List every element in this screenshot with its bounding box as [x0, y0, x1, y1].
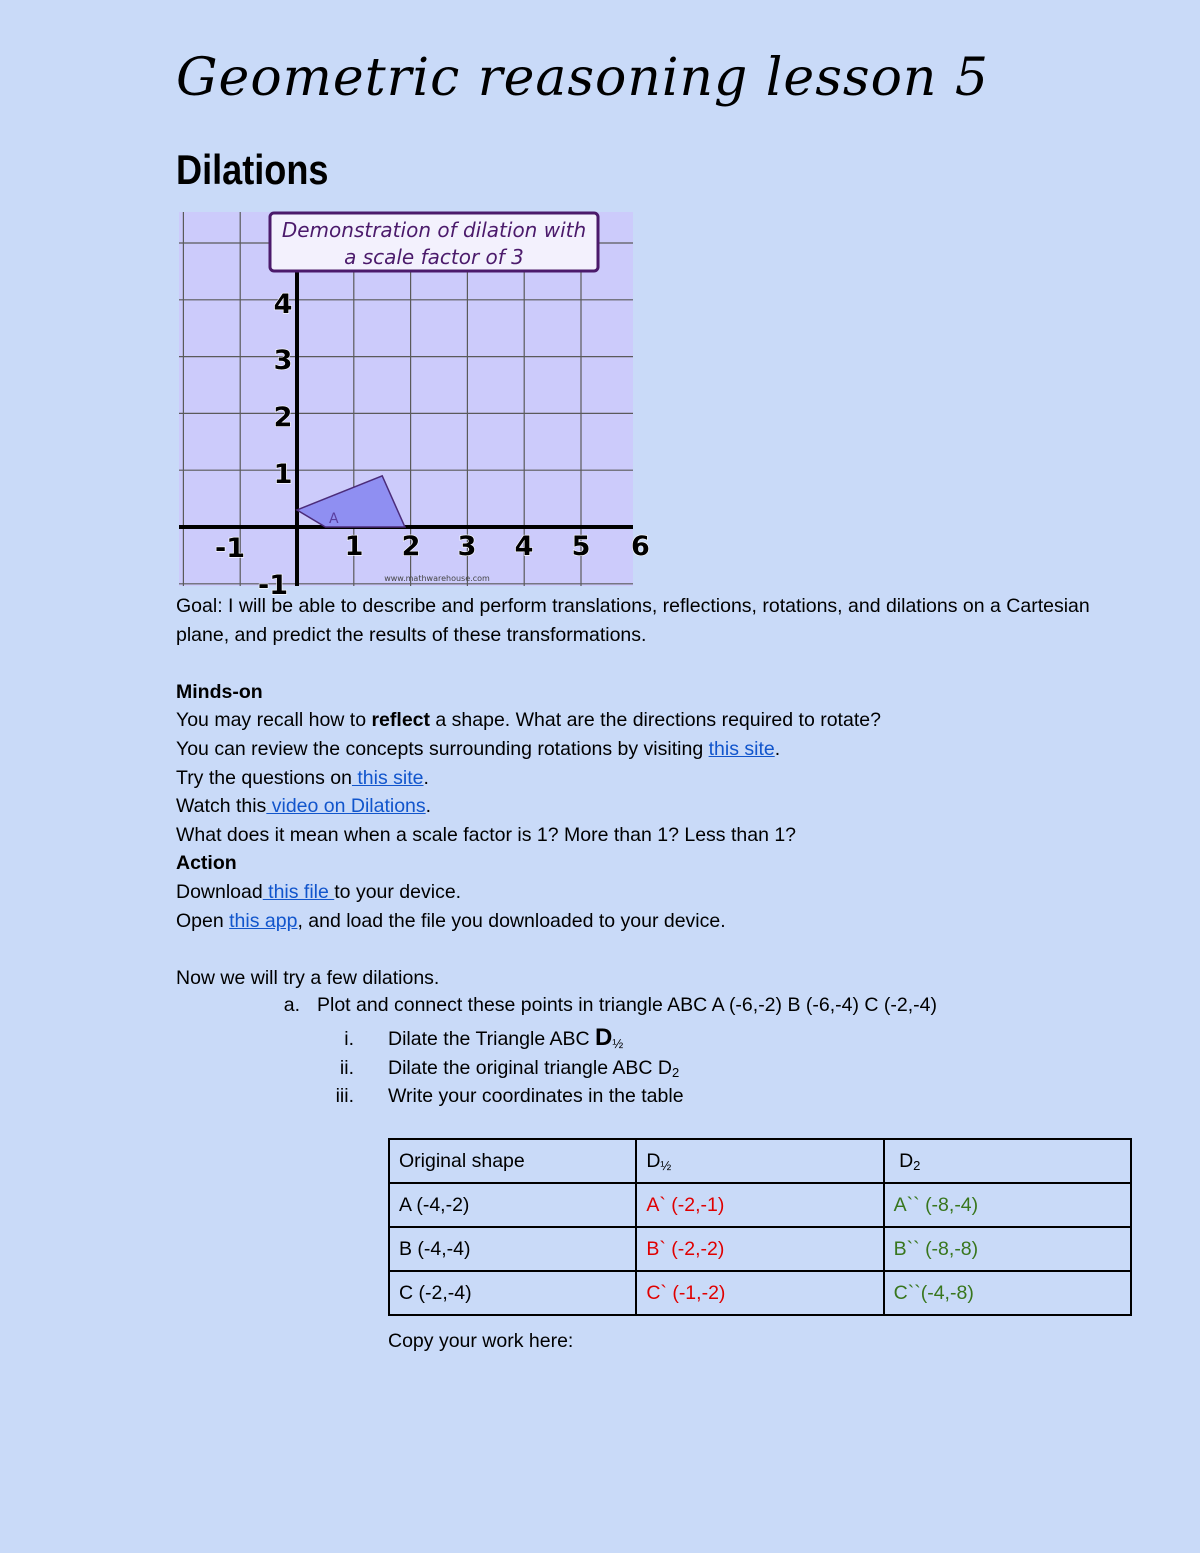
open-app-link[interactable]: this app	[229, 909, 298, 932]
lesson-title: Geometric reasoning lesson 5	[176, 48, 989, 108]
double-cell: B`` (-8,-8)	[884, 1227, 1131, 1271]
x-tick-label: 1	[344, 531, 364, 562]
header-half: $D_{\frac{1}{2}}$	[636, 1139, 883, 1183]
header-double: $D_2$	[884, 1139, 1131, 1183]
half-cell: B` (-2,-2)	[636, 1227, 883, 1271]
half-cell: C` (-1,-2)	[636, 1271, 883, 1315]
double-cell: A`` (-8,-4)	[884, 1183, 1131, 1227]
x-tick-label: 4	[514, 531, 534, 562]
minds-on-line: Try the questions on this site.	[176, 766, 429, 789]
header-original: Original shape	[389, 1139, 636, 1183]
minds-on-question: What does it mean when a scale factor is 1? More than 1? Less than 1?	[176, 823, 797, 846]
minds-on-line: You may recall how to reflect a shape. What are the directions required to rotate?	[176, 709, 881, 732]
y-tick-label: 2	[273, 402, 293, 433]
table-header-row	[389, 1139, 1131, 1183]
rotations-site-link[interactable]: this site	[708, 737, 775, 760]
action-heading: Action	[176, 852, 237, 875]
list-item-i: i. Dilate the Triangle ABC $D_{\frac{1}{2}}$	[344, 1024, 624, 1051]
list-item-ii: ii. Dilate the original triangle ABC $D_2$	[339, 1057, 680, 1080]
double-cell: C``(-4,-8)	[884, 1271, 1131, 1315]
minds-on-line: You can review the concepts surrounding rotations by visiting this site.	[176, 737, 781, 760]
x-tick-label: 6	[631, 531, 650, 562]
table-row	[389, 1183, 1131, 1227]
intro-text: Now we will try a few dilations.	[176, 966, 440, 989]
x-tick-label: 3	[457, 531, 477, 562]
y-tick-label: -1	[258, 570, 288, 601]
figure-banner-line1: Demonstration of dilation with	[281, 218, 587, 242]
minds-on-heading: Minds-on	[176, 680, 263, 703]
y-tick-label: 3	[273, 345, 293, 376]
action-line: Download this file to your device.	[176, 880, 462, 903]
download-file-link[interactable]: this file	[262, 880, 335, 903]
x-tick-label: 2	[401, 531, 421, 562]
figure-banner-line2: a scale factor of 3	[344, 245, 524, 269]
action-line: Open this app, and load the file you downloaded to your device.	[176, 909, 726, 932]
minds-on-line: Watch this video on Dilations.	[176, 795, 432, 818]
table-row	[389, 1271, 1131, 1315]
copy-work-prompt: Copy your work here:	[388, 1330, 574, 1352]
list-item-iii: iii. Write your coordinates in the table	[335, 1085, 684, 1107]
dilation-figure	[179, 212, 650, 601]
original-cell: C (-2,-4)	[389, 1271, 636, 1315]
y-tick-label: 4	[273, 289, 293, 320]
half-cell: A` (-2,-1)	[636, 1183, 883, 1227]
original-cell: A (-4,-2)	[389, 1183, 636, 1227]
dilation-graph	[179, 212, 650, 601]
x-tick-label: -1	[215, 533, 245, 564]
table-row	[389, 1227, 1131, 1271]
dilations-video-link[interactable]: video on Dilations	[266, 795, 426, 818]
coordinates-table	[388, 1138, 1132, 1316]
lesson-subtitle: Dilations	[176, 146, 329, 193]
figure-watermark: www.mathwarehouse.com	[384, 574, 490, 583]
original-cell: B (-4,-4)	[389, 1227, 636, 1271]
goal-text: Goal: I will be able to describe and perform translations, reflections, rotations, and dilations on a Cartesian plane, and predict the results of these transformations.	[176, 595, 1090, 646]
y-tick-label: 1	[273, 459, 293, 490]
lesson-body	[176, 592, 1116, 992]
point-a-label: A	[329, 511, 339, 527]
list-item-a: a. Plot and connect these points in triangle ABC A (-6,-2) B (-6,-4) C (-2,-4)	[283, 994, 937, 1016]
questions-site-link[interactable]: this site	[351, 766, 424, 789]
x-tick-label: 5	[571, 531, 591, 562]
